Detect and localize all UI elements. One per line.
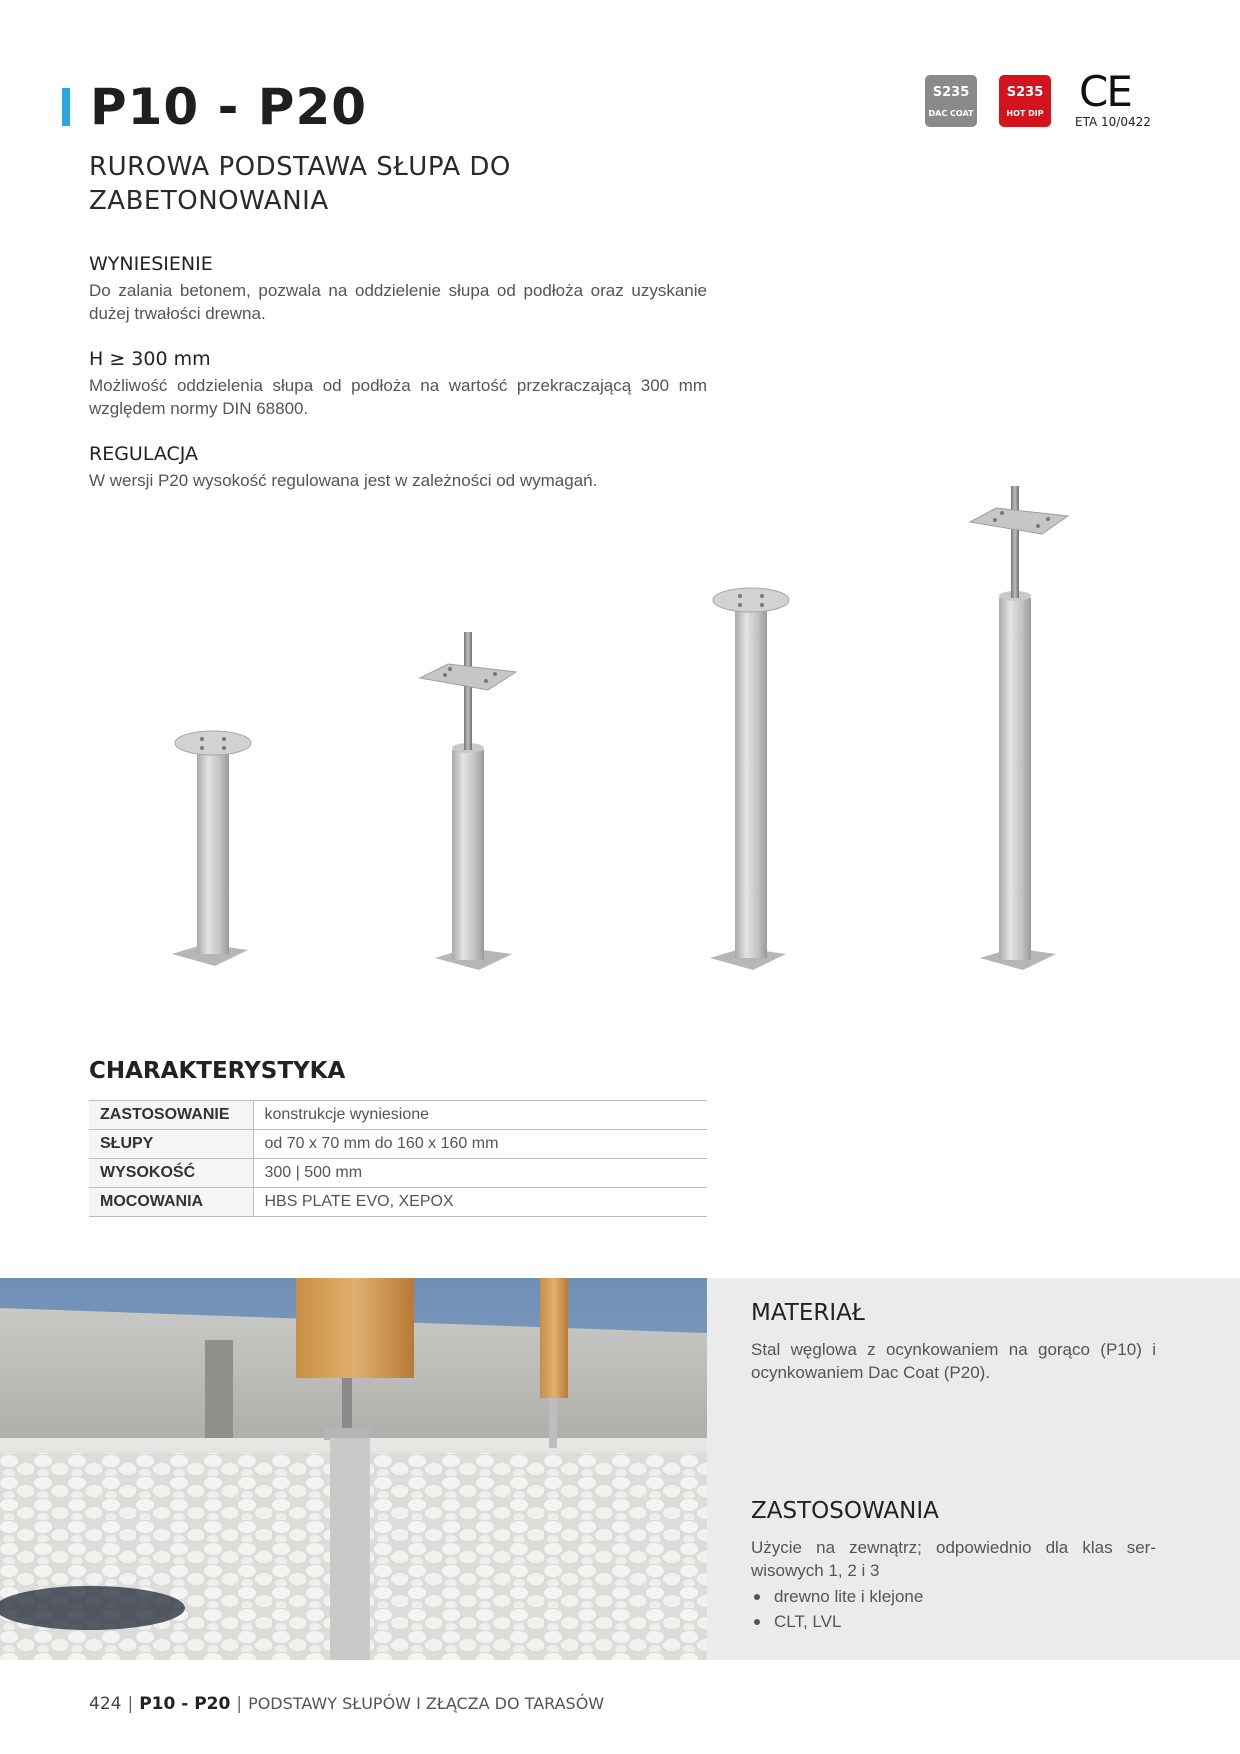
feature-text: Do zalania betonem, pozwala na oddzielenie słupa od podłoża oraz uzyskanie dużej trwałości drewna.: [89, 281, 707, 323]
page-number: 424: [89, 1694, 122, 1714]
product-p20-300: [420, 632, 516, 970]
certification-badges: [925, 67, 1155, 135]
table-value: od 70 x 70 mm do 160 x 160 mm: [253, 1130, 707, 1159]
table-value: HBS PLATE EVO, XEPOX: [253, 1188, 707, 1217]
table-key: SŁUPY: [89, 1130, 253, 1159]
table-value: konstrukcje wyniesione: [253, 1101, 707, 1130]
feature-title: H ≥ 300 mm: [89, 348, 211, 370]
table-value: 300 | 500 mm: [253, 1159, 707, 1188]
applications-list: [751, 1584, 1156, 1634]
badge-dac-coat: S235 DAC COAT: [925, 75, 977, 127]
table-row: [89, 1159, 707, 1188]
product-p10-300: [172, 731, 251, 966]
footer-section: PODSTAWY SŁUPÓW I ZŁĄCZA DO TARASÓW: [248, 1694, 605, 1713]
table-key: WYSOKOŚĆ: [89, 1159, 253, 1188]
applications-section: [751, 1498, 1156, 1634]
feature-title: WYNIESIENIE: [89, 253, 213, 275]
table-key: ZASTOSOWANIE: [89, 1101, 253, 1130]
material-title: MATERIAŁ: [751, 1300, 865, 1326]
product-p20-500: [970, 486, 1068, 970]
table-row: [89, 1130, 707, 1159]
ce-mark-icon: CE: [1079, 67, 1131, 116]
list-item: drewno lite i klejone: [751, 1584, 1156, 1609]
feature-elevation: [89, 253, 707, 325]
footer-product: P10 - P20: [139, 1694, 231, 1714]
feature-text: W wersji P20 wysokość regulowana jest w zależności od wymagań.: [89, 471, 598, 490]
eta-code: ETA 10/0422: [1075, 115, 1151, 129]
material-text: Stal węglowa z ocynkowaniem na gorąco (P10) i ocynkowaniem Dac Coat (P20).: [751, 1340, 1156, 1382]
feature-title: REGULACJA: [89, 443, 199, 465]
table-row: [89, 1101, 707, 1130]
characteristics-title: CHARAKTERYSTYKA: [89, 1058, 346, 1084]
feature-height: [89, 348, 707, 420]
installation-photo: [0, 1278, 707, 1660]
list-item: CLT, LVL: [751, 1609, 1156, 1634]
material-section: [751, 1300, 1156, 1384]
title-accent-bar: [62, 88, 70, 126]
badge-hot-dip: S235 HOT DIP: [999, 75, 1051, 127]
table-row: [89, 1188, 707, 1217]
applications-title: ZASTOSOWANIA: [751, 1498, 939, 1524]
feature-text: Możliwość oddzielenia słupa od podłoża na wartość przekraczającą 300 mm względem normy DIN 68800.: [89, 376, 707, 418]
characteristics-table: [89, 1100, 707, 1217]
table-key: MOCOWANIA: [89, 1188, 253, 1217]
page-footer: 424 | P10 - P20 | PODSTAWY SŁUPÓW I ZŁĄCZA DO TARASÓW: [89, 1694, 605, 1714]
page-subtitle: RUROWA PODSTAWA SŁUPA DO ZABETONOWANIA: [89, 152, 511, 216]
material-panel: [707, 1278, 1240, 1660]
product-images: [150, 480, 1090, 990]
page-title: P10 - P20: [90, 78, 368, 136]
applications-text: Użycie na zewnątrz; odpowiednio dla klas ser-wisowych 1, 2 i 3: [751, 1538, 1156, 1580]
product-p10-500: [710, 588, 789, 970]
